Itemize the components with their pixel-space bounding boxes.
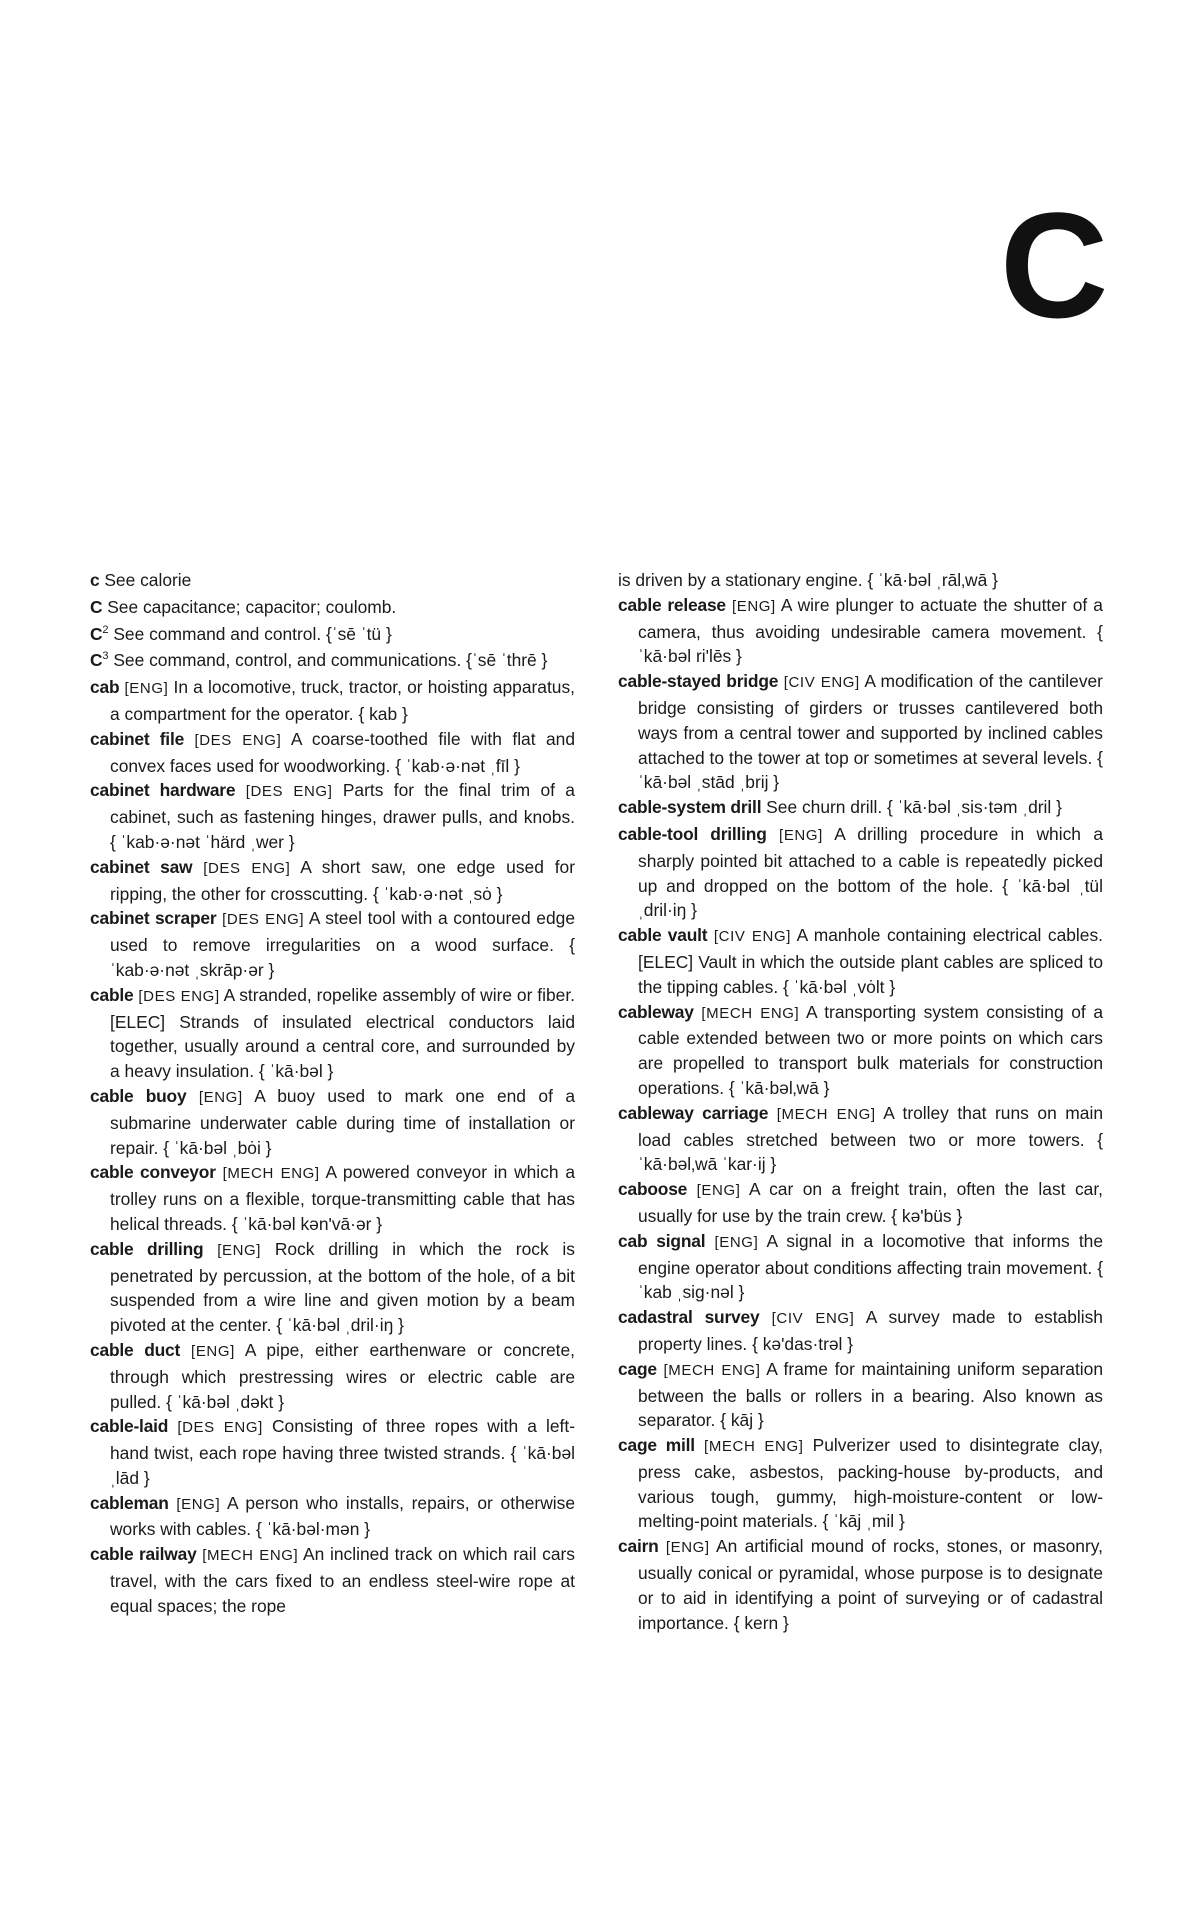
entry-headword: cableway <box>618 1001 694 1022</box>
entry-pronunciation: { ˈkā·bəl ˌsis·təm ˌdril } <box>887 797 1062 818</box>
entry-label: [DES ENG] <box>245 783 333 801</box>
entry-pronunciation: { ˈkab ˌsig·nəl } <box>638 1257 1103 1303</box>
entry-label: [MECH ENG] <box>704 1438 804 1456</box>
entry-definition: A drilling procedure in which a sharply pointed bit attached to a cable is repeatedly picked up and dropped on the bottom of the hole. <box>638 823 1103 896</box>
entry-definition: A buoy used to mark one end of a submarine underwater cable during time of installation or repair. <box>110 1085 575 1158</box>
entry-pronunciation: { kern } <box>733 1612 789 1633</box>
entry-headword: C <box>90 650 103 671</box>
dictionary-entry <box>618 669 1103 795</box>
entry-label: [ENG] <box>731 597 776 615</box>
entry-superscript: 2 <box>102 623 109 636</box>
dictionary-entry <box>618 1433 1103 1534</box>
entry-headword: cabinet scraper <box>90 908 217 929</box>
entry-definition: A wire plunger to actuate the shutter of a camera, thus avoiding undesirable camera movement. <box>638 594 1103 642</box>
entry-pronunciation: { kə'büs } <box>891 1205 963 1226</box>
dictionary-entry <box>90 983 575 1084</box>
entry-definition: Consisting of three ropes with a left-hand twist, each rope having three twisted strands. <box>110 1416 576 1464</box>
dictionary-entry <box>618 1000 1103 1101</box>
entry-pronunciation: { ˈkab·ə·nət ˌfīl } <box>395 755 520 776</box>
entry-definition: A coarse-toothed file with flat and convex faces used for woodworking. <box>110 728 576 776</box>
entry-pronunciation: { ˈkā·bəl ˌvȯlt } <box>783 976 896 997</box>
entry-definition: A car on a freight train, often the last car, usually for use by the train crew. <box>638 1179 1103 1226</box>
dictionary-entry <box>90 1160 575 1236</box>
entry-pronunciation: { ˈkā·bəl‚wā ˈkar·ij } <box>638 1129 1103 1175</box>
entry-label: [MECH ENG] <box>202 1547 299 1565</box>
entry-pronunciation: { kə'das·trəl } <box>752 1333 854 1354</box>
entry-definition: In a locomotive, truck, tractor, or hoisting apparatus, a compartment for the operator. <box>110 677 575 724</box>
entry-pronunciation: { ˈkā·bəl ˌrāl‚wā } <box>867 570 998 590</box>
dictionary-entry <box>618 1305 1103 1357</box>
entry-label: [CIV ENG] <box>713 928 791 946</box>
entry-definition: A short saw, one edge used for ripping, the other for crosscutting. <box>110 856 575 904</box>
entry-definition: See command and control. <box>113 623 322 644</box>
entry-pronunciation: { ˈkā·bəl ˌtül ˌdril·iŋ } <box>638 875 1103 921</box>
right-column <box>618 568 1103 1635</box>
entry-definition: is driven by a stationary engine. <box>618 570 863 590</box>
dictionary-entry <box>90 1491 575 1543</box>
entry-pronunciation: { ˈkab·ə·nət ˌsȯ } <box>372 883 503 904</box>
entry-label: [ENG] <box>665 1539 710 1557</box>
entry-definition: A signal in a locomotive that informs the engine operator about conditions affecting train movement. <box>638 1230 1103 1278</box>
entry-label: [MECH ENG] <box>701 1004 800 1022</box>
entry-pronunciation: { ˈkā·bəl kən'vā·ər } <box>231 1213 383 1234</box>
dictionary-entry <box>90 1084 575 1160</box>
dictionary-entry <box>90 568 575 595</box>
entry-label: [ENG] <box>714 1233 759 1251</box>
entry-definition: A steel tool with a contoured edge used to remove irregularities on a wood surface. <box>110 908 575 956</box>
entry-label: [DES ENG] <box>194 731 282 749</box>
dictionary-entry <box>618 1177 1103 1229</box>
entry-headword: cable release <box>618 594 726 615</box>
entry-pronunciation: { ˈkā·bəl ˌstād ˌbrij } <box>638 747 1103 793</box>
entry-headword: cable drilling <box>90 1238 204 1259</box>
entry-headword: cable <box>90 984 134 1005</box>
entry-definition: A stranded, ropelike assembly of wire or fiber. [ELEC] Strands of insulated electrical conductors laid together, usually around a central core, and surrounded by a heavy insulation. <box>110 984 575 1082</box>
entry-pronunciation: { ˈkā·bəl ˌdril·iŋ } <box>276 1315 404 1336</box>
entry-label: [MECH ENG] <box>222 1165 320 1183</box>
entry-definition: A manhole containing electrical cables. [ELEC] Vault in which the outside plant cables are spliced to the tipping cables. <box>638 925 1103 997</box>
entry-definition: A person who installs, repairs, or otherwise works with cables. <box>110 1492 575 1540</box>
entry-superscript: 3 <box>102 650 109 663</box>
entry-definition: A trolley that runs on main load cables stretched between two or more towers. <box>638 1102 1103 1150</box>
dictionary-entry <box>90 1414 575 1490</box>
entry-headword: cable-system drill <box>618 797 762 818</box>
entry-pronunciation: { ˈkāj ˌmil } <box>822 1511 905 1532</box>
dictionary-entry <box>90 622 575 649</box>
entry-headword: cable railway <box>90 1544 197 1565</box>
entry-pronunciation: { ˈkā·bəl‚wā } <box>728 1077 830 1098</box>
entry-definition: A powered conveyor in which a trolley runs on a flexible, torque-transmitting cable that has helical threads. <box>110 1162 575 1234</box>
entry-definition: A transporting system consisting of a cable extended between two or more points on which cars are propelled to transport bulk materials for construction operations. <box>638 1001 1103 1098</box>
entry-headword: cab signal <box>618 1230 706 1251</box>
entry-label: [ENG] <box>198 1088 243 1106</box>
dictionary-entry <box>90 727 575 779</box>
entry-label: [ENG] <box>217 1241 262 1259</box>
entry-definition: A pipe, either earthenware or concrete, through which prestressing wires or electric cable are pulled. <box>110 1339 576 1412</box>
dictionary-entry <box>90 675 575 727</box>
entry-headword: cable-tool drilling <box>618 823 767 844</box>
dictionary-entry <box>618 593 1103 669</box>
entry-definition: See churn drill. <box>766 797 883 818</box>
dictionary-entry <box>90 1338 575 1414</box>
entry-headword: cable duct <box>90 1339 181 1360</box>
entry-headword: cabinet saw <box>90 856 193 877</box>
dictionary-entry <box>618 923 1103 999</box>
entry-label: [ENG] <box>176 1495 221 1513</box>
dictionary-entry <box>618 822 1103 923</box>
entry-pronunciation: { ˈkā·bəl ˌdəkt } <box>166 1391 285 1412</box>
entry-definition: Rock drilling in which the rock is penetrated by percussion, at the bottom of the hole, of a bit suspended from a wire line and given motion by a beam pivoted at the center. <box>110 1238 575 1336</box>
left-column <box>90 568 575 1619</box>
entry-label: [DES ENG] <box>203 859 291 877</box>
entry-headword: cabinet hardware <box>90 780 236 801</box>
dictionary-entry <box>618 1101 1103 1177</box>
entry-label: [DES ENG] <box>177 1419 263 1437</box>
dictionary-entry <box>618 795 1103 822</box>
entry-pronunciation: { kab } <box>358 703 408 724</box>
dictionary-entry <box>90 648 575 675</box>
entry-headword: C <box>90 623 103 644</box>
entry-pronunciation: { ˈkab·ə·nət ˌskrāp·ər } <box>110 935 575 980</box>
dictionary-entry <box>90 906 575 982</box>
dictionary-entry <box>618 1357 1103 1433</box>
dictionary-entry <box>618 1229 1103 1305</box>
dictionary-entry <box>90 1542 575 1618</box>
entry-headword: cab <box>90 677 120 698</box>
entry-pronunciation: {ˈsē ˈthrē } <box>466 650 548 671</box>
entry-headword: cable conveyor <box>90 1162 216 1183</box>
dictionary-entry <box>90 595 575 622</box>
entry-headword: cableway carriage <box>618 1102 769 1123</box>
dictionary-entry <box>618 1534 1103 1635</box>
entry-pronunciation: { ˈkā·bəl·mən } <box>255 1519 371 1540</box>
entry-headword: cableman <box>90 1492 169 1513</box>
entry-headword: cable vault <box>618 925 708 946</box>
entry-label: [ENG] <box>696 1182 741 1200</box>
entry-headword: caboose <box>618 1179 688 1200</box>
entry-label: [CIV ENG] <box>783 674 860 692</box>
dictionary-entry <box>90 855 575 907</box>
entry-pronunciation: { ˈkā·bəl ˌbȯi } <box>163 1137 272 1158</box>
entry-headword: cable-stayed bridge <box>618 671 779 692</box>
section-letter: C <box>1000 181 1109 349</box>
entry-definition: Parts for the final trim of a cabinet, such as fastening hinges, drawer pulls, and knobs. <box>110 780 575 828</box>
entry-definition: A survey made to establish property lines. <box>638 1307 1103 1354</box>
entry-label: [MECH ENG] <box>663 1361 761 1379</box>
entry-pronunciation: { ˈkā·bəl ri'lēs } <box>638 621 1103 667</box>
entry-definition: A frame for maintaining uniform separation between the balls or rollers in a bearing. Also known as separator. <box>638 1358 1103 1431</box>
entry-definition: An artificial mound of rocks, stones, or masonry, usually conical or pyramidal, whose purpose is to designate or to aid in identifying a point of surveying or of cadastral importance. <box>638 1536 1103 1633</box>
entry-headword: cable-laid <box>90 1416 169 1437</box>
entry-pronunciation: {ˈsē ˈtü } <box>326 623 392 644</box>
entry-pronunciation: { kāj } <box>720 1410 764 1431</box>
entry-pronunciation: { ˈkab·ə·nət ˈhärd ˌwer } <box>110 831 295 852</box>
entry-label: [DES ENG] <box>222 911 305 929</box>
entry-definition: See capacitance; capacitor; coulomb. <box>107 596 397 617</box>
entry-headword: cadastral survey <box>618 1307 760 1328</box>
entry-headword: cabinet file <box>90 728 185 749</box>
dictionary-entry <box>90 1237 575 1338</box>
entry-label: [DES ENG] <box>138 987 220 1005</box>
entry-headword: C <box>90 596 103 617</box>
entry-pronunciation: { ˈkā·bəl } <box>258 1061 334 1082</box>
entry-definition: Pulverizer used to disintegrate clay, press cake, asbestos, packing-house by-products, and various tough, gummy, high-moisture-content or low-melting-point materials. <box>638 1435 1103 1532</box>
entry-definition: See calorie <box>104 570 192 590</box>
entry-headword: cairn <box>618 1536 659 1557</box>
entry-headword: cage <box>618 1358 657 1379</box>
dictionary-entry <box>90 778 575 854</box>
entry-definition: An inclined track on which rail cars travel, with the cars fixed to an endless steel-wire rope at equal spaces; the rope <box>110 1544 575 1616</box>
entry-definition: A modification of the cantilever bridge consisting of girders or trusses cantilevered both ways from a central tower and supported by inclined cables attached to the tower at top or sometimes at several levels. <box>638 671 1103 768</box>
entry-definition: See command, control, and communications. <box>113 650 462 671</box>
dictionary-entry-continuation <box>618 568 1103 593</box>
entry-label: [ENG] <box>124 680 169 698</box>
entry-label: [ENG] <box>779 826 823 844</box>
entry-headword: c <box>90 570 100 590</box>
entry-label: [CIV ENG] <box>771 1310 855 1328</box>
entry-pronunciation: { ˈkā·bəl ˌlād } <box>110 1443 575 1488</box>
entry-label: [MECH ENG] <box>776 1105 876 1123</box>
entry-label: [ENG] <box>191 1342 235 1360</box>
entry-headword: cable buoy <box>90 1085 187 1106</box>
entry-headword: cage mill <box>618 1435 695 1456</box>
